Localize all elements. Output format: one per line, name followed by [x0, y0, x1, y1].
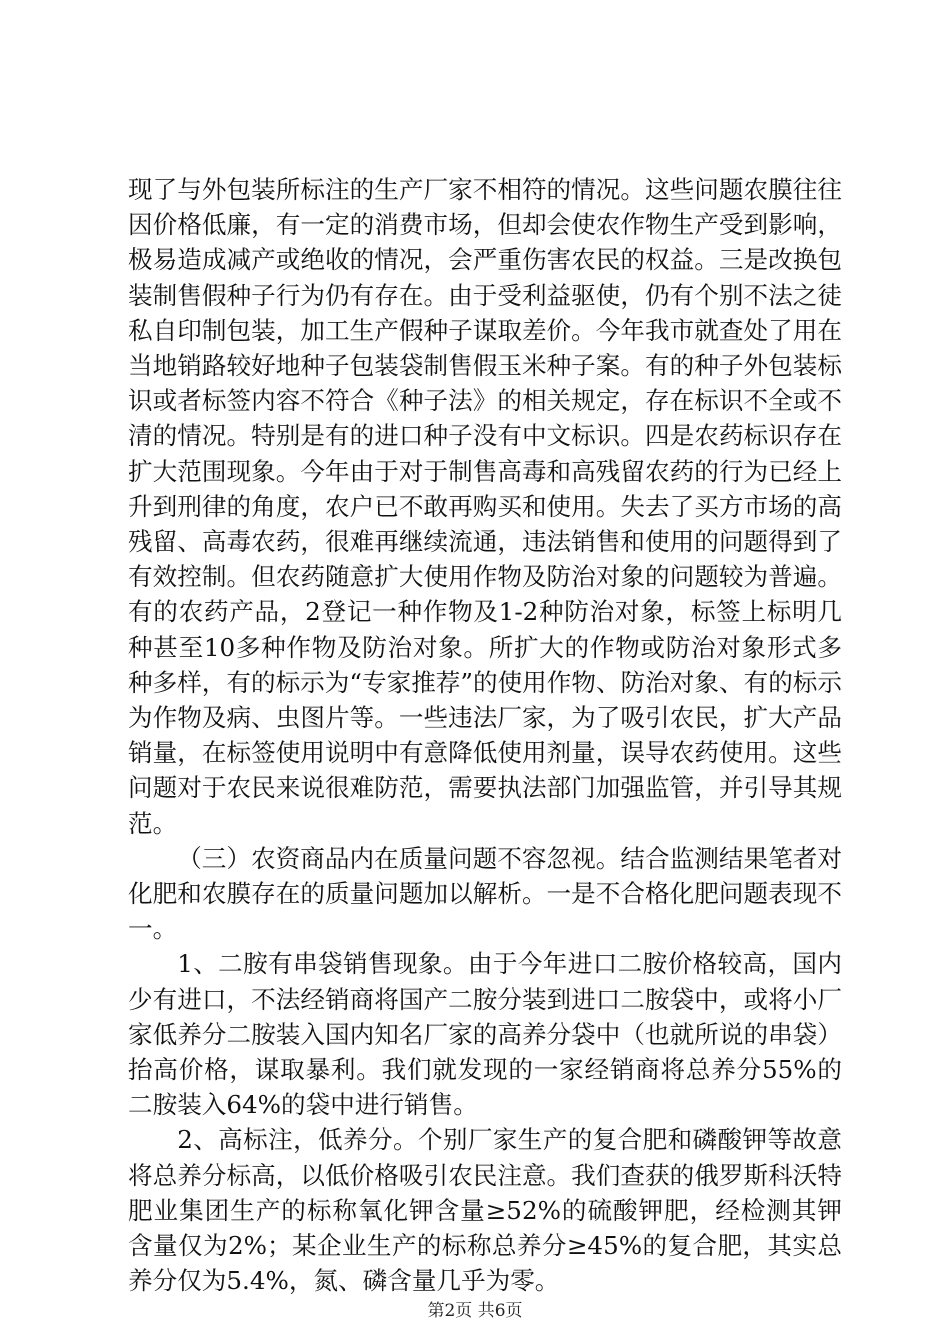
- page-footer: [0, 1300, 950, 1322]
- paragraph-item-one: 1、二胺有串袋销售现象。由于今年进口二胺价格较高，国内少有进口，不法经销商将国产二胺分装到进口二胺袋中，或将小厂家低养分二胺装入国内知名厂家的高养分袋中（也就所说的串袋）抬高价格，谋取暴利。我们就发现的一家经销商将总养分55%的二胺装入64%的袋中进行销售。: [128, 949, 842, 1120]
- paragraph-item-two: 2、高标注，低养分。个别厂家生产的复合肥和磷酸钾等故意将总养分标高，以低价格吸引农民注意。我们查获的俄罗斯科沃特肥业集团生产的标称氧化钾含量≥52%的硫酸钾肥，经检测其钾含量仅为2%；某企业生产的标称总养分≥45%的复合肥，其实总养分仅为5.4%，氮、磷含量几乎为零。: [128, 1125, 842, 1296]
- paragraph-continued: 现了与外包装所标注的生产厂家不相符的情况。这些问题农膜往往因价格低廉，有一定的消费市场，但却会使农作物生产受到影响，极易造成减产或绝收的情况，会严重伤害农民的权益。三是改换包装制售假种子行为仍有存在。由于受利益驱使，仍有个别不法之徒私自印制包装，加工生产假种子谋取差价。今年我市就查处了用在当地销路较好地种子包装袋制售假玉米种子案。有的种子外包装标识或者标签内容不符合《种子法》的相关规定，存在标识不全或不清的情况。特别是有的进口种子没有中文标识。四是农药标识存在扩大范围现象。今年由于对于制售高毒和高残留农药的行为已经上升到刑律的角度，农户已不敢再购买和使用。失去了买方市场的高残留、高毒农药，很难再继续流通，违法销售和使用的问题得到了有效控制。但农药随意扩大使用作物及防治对象的问题较为普遍。有的农药产品，2登记一种作物及1-2种防治对象，标签上标明几种甚至10多种作物及防治对象。所扩大的作物或防治对象形式多种多样，有的标示为“专家推荐”的使用作物、防治对象、有的标示为作物及病、虫图片等。一些违法厂家，为了吸引农民，扩大产品销量，在标签使用说明中有意降低使用剂量，误导农药使用。这些问题对于农民来说很难防范，需要执法部门加强监管，并引导其规范。: [128, 175, 842, 838]
- page-number-label: 第2页 共6页: [427, 1301, 523, 1321]
- paragraph-section-three: （三）农资商品内在质量问题不容忽视。结合监测结果笔者对化肥和农膜存在的质量问题加以解析。一是不合格化肥问题表现不一。: [128, 843, 842, 944]
- body-text: [128, 172, 842, 1299]
